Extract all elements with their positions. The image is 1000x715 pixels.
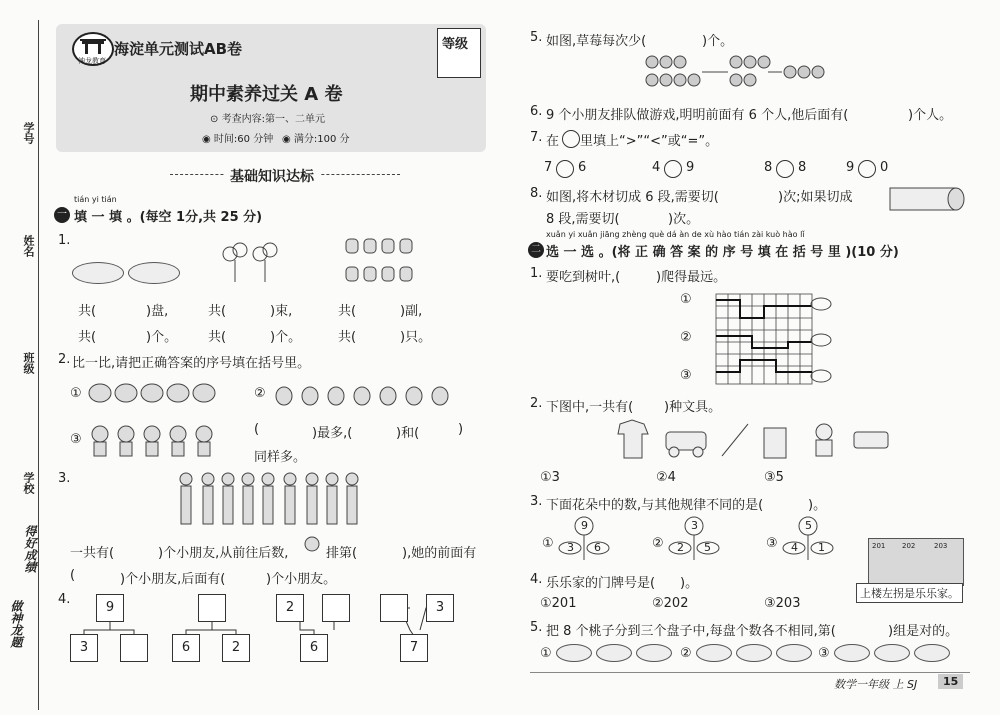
slogan-2: 得好成绩: [23, 525, 37, 573]
peach-plate-5: [736, 644, 772, 662]
star-icon: ◉: [282, 134, 291, 145]
q8-line1: 如图,将木材切成 6 段,需要切(: [546, 190, 719, 205]
section2-title: 选 一 选 。(将 正 确 答 案 的 序 号 填 在 括 号 里 )(10 分): [546, 245, 899, 260]
s2q1-opt3: ③: [680, 368, 692, 383]
exam-score: [282, 130, 350, 145]
q4-number: 4.: [58, 592, 71, 607]
s2q1-number: 1.: [530, 266, 543, 281]
pigs-icon: [88, 380, 228, 406]
section2-pinyin: xuǎn yi xuǎn jiāng zhèng què dá àn de xù hào tián zài kuò hào lǐ: [546, 230, 805, 239]
flower3-right: 1: [818, 541, 825, 554]
s2q5-number: 5.: [530, 620, 543, 635]
flower2-top: 3: [691, 519, 698, 532]
q7-circle-hint: [562, 130, 580, 148]
door-203: 203: [934, 542, 948, 550]
section-two-badge: 二: [528, 242, 544, 258]
search-icon: ⊙: [210, 114, 219, 125]
leaf-icons: [808, 290, 834, 386]
q2-opt2: ②: [254, 386, 266, 401]
q7-text: 在: [546, 134, 560, 149]
peach-plate-9: [914, 644, 950, 662]
q1-r1-f: )副,: [400, 304, 423, 319]
q2-opt1: ①: [70, 386, 82, 401]
sidebar-line: [38, 20, 39, 710]
s2q5-opt3: ③: [818, 646, 830, 661]
section-banner: 基础知识达标: [224, 166, 320, 186]
door-201: 201: [872, 542, 886, 550]
door-202: 202: [902, 542, 916, 550]
grade-box: [437, 28, 481, 78]
q1-number: 1.: [58, 233, 71, 248]
q3-line1a: 一共有(: [70, 546, 115, 561]
strawberry-sequence-icon: [640, 50, 840, 94]
q1-r2-f: )只。: [400, 330, 432, 345]
q7-a2: 4: [652, 160, 661, 175]
q1-r2-d: )个。: [270, 330, 302, 345]
flower3-left: 4: [791, 541, 798, 554]
s2q2-text: 下图中,一共有(: [546, 400, 634, 415]
q2-compare3: )和(: [396, 426, 420, 441]
q3-line1b: )个小朋友,从前往后数,: [158, 546, 289, 561]
s2q1-opt2: ②: [680, 330, 692, 345]
q3-line1d: ),她的前面有: [402, 546, 477, 561]
s2q5-tail: )组是对的。: [888, 624, 959, 639]
flower3-label: ③: [766, 536, 778, 551]
score-text: 满分:100 分: [293, 134, 350, 145]
q8-number: 8.: [530, 186, 543, 201]
gloves-icon: [342, 235, 417, 290]
s2q2-opt1: ①3: [540, 470, 560, 485]
q7-a1: 7: [544, 160, 553, 175]
tree1-top: 9: [96, 594, 124, 622]
q6-tail: )个人。: [908, 108, 953, 123]
exam-scope: [210, 110, 325, 125]
monkeys-icon: [88, 422, 218, 458]
q3-line2b: )个小朋友,后面有(: [120, 572, 226, 587]
q7-blank-1[interactable]: [556, 160, 574, 178]
q7-blank-3[interactable]: [776, 160, 794, 178]
tree4-left: [380, 594, 408, 622]
children-line-icon: [176, 470, 366, 528]
q1-r2-b: )个。: [146, 330, 178, 345]
stationery-items-icon: [614, 418, 894, 462]
peach-plate-4: [696, 644, 732, 662]
balloon-bunches-icon: [220, 240, 280, 290]
section1-pinyin: tián yi tián: [74, 195, 117, 204]
q7-blank-4[interactable]: [858, 160, 876, 178]
q5-text: 如图,草莓每次少(: [546, 34, 647, 49]
footer-subject: 数学一年级 上 SJ: [834, 678, 918, 691]
tree3-right: [322, 594, 350, 622]
exam-title: 期中素养过关 A 卷: [190, 84, 343, 105]
brand-name: 神龙教育: [78, 57, 106, 65]
scope-text: 考查内容:第一、二单元: [221, 114, 325, 125]
exam-time: [202, 130, 273, 145]
q1-r1-d: )束,: [270, 304, 293, 319]
series-title: 海淀单元测试AB卷: [114, 40, 243, 58]
s2q2-opt2: ②4: [656, 470, 676, 485]
flower1-top: 9: [581, 519, 588, 532]
q2-text: 比一比,请把正确答案的序号填在括号里。: [72, 356, 311, 371]
s2q3-tail: )。: [808, 498, 827, 513]
q1-r2-c: 共(: [208, 330, 227, 345]
tree4-right: 3: [426, 594, 454, 622]
s2q3-number: 3.: [530, 494, 543, 509]
s2q3-text: 下面花朵中的数,与其他规律不同的是(: [546, 498, 764, 513]
q1-r2-e: 共(: [338, 330, 357, 345]
q2-compare5: 同样多。: [254, 450, 307, 465]
q8-line2b: )次。: [668, 212, 700, 227]
s2q1-opt1: ①: [680, 292, 692, 307]
s2q2-tail: )种文具。: [664, 400, 722, 415]
q7-b1: 6: [578, 160, 587, 175]
s2q1-text: 要吃到树叶,(: [546, 270, 621, 285]
q2-compare4: ): [458, 422, 464, 437]
peach-plate-7: [834, 644, 870, 662]
tree1-right: [120, 634, 148, 662]
peach-plate-2: [596, 644, 632, 662]
flower1-right: 6: [594, 541, 601, 554]
page-number: 15: [938, 674, 963, 689]
s2q2-number: 2.: [530, 396, 543, 411]
strawberry-plate-2: [128, 262, 180, 284]
q7-number: 7.: [530, 130, 543, 145]
q8-line2: 8 段,需要切(: [546, 212, 620, 227]
peach-plate-8: [874, 644, 910, 662]
s2q4-tail: )。: [680, 576, 699, 591]
peach-plate-6: [776, 644, 812, 662]
girl-icon: [302, 536, 322, 558]
peach-plate-3: [636, 644, 672, 662]
q7-text2: 里填上“>”“<”或“=”。: [580, 134, 719, 149]
flower2-label: ②: [652, 536, 664, 551]
q1-r1-a: 共(: [78, 304, 97, 319]
peach-plate-1: [556, 644, 592, 662]
s2q5-text: 把 8 个桃子分到三个盘子中,每盘个数各不相同,第(: [546, 624, 836, 639]
s2q4-opt1: ①201: [540, 596, 577, 611]
wood-log-icon: [886, 182, 968, 216]
s2q2-opt3: ③5: [764, 470, 784, 485]
tree1-left: 3: [70, 634, 98, 662]
s2q5-opt2: ②: [680, 646, 692, 661]
q1-r1-b: )盘,: [146, 304, 169, 319]
section-one-badge: 一: [54, 207, 70, 223]
grade-label: 等级: [442, 37, 469, 52]
q1-r1-e: 共(: [338, 304, 357, 319]
s2q4-opt2: ②202: [652, 596, 689, 611]
q2-opt3: ③: [70, 432, 82, 447]
name-label: 姓名: [22, 235, 35, 257]
q2-number: 2.: [58, 352, 71, 367]
flower2-left: 2: [677, 541, 684, 554]
section1-title: 填 一 填 。(每空 1分,共 25 分): [74, 210, 263, 225]
q3-line1c: 排第(: [326, 546, 358, 561]
q5-number: 5.: [530, 30, 543, 45]
q7-b3: 8: [798, 160, 807, 175]
q8-line1b: )次;如果切成: [778, 190, 853, 205]
s2q4-opt3: ③203: [764, 596, 801, 611]
flower2-right: 5: [704, 541, 711, 554]
q6-number: 6.: [530, 104, 543, 119]
slogan-1: 做神龙题: [9, 600, 23, 648]
q7-a3: 8: [764, 160, 773, 175]
direction-sign: 上楼左拐是乐乐家。: [856, 583, 963, 603]
clock-icon: ◉: [202, 134, 211, 145]
footer-rule: [530, 672, 970, 673]
q2-compare1: (: [254, 422, 260, 437]
strawberry-plate-1: [72, 262, 124, 284]
q1-r1-c: 共(: [208, 304, 227, 319]
s2q4-text: 乐乐家的门牌号是(: [546, 576, 656, 591]
flower1-label: ①: [542, 536, 554, 551]
class-label: 班级: [22, 352, 35, 374]
flower1-left: 3: [567, 541, 574, 554]
time-text: 时间:60 分钟: [213, 134, 274, 145]
s2q4-number: 4.: [530, 572, 543, 587]
flower3-top: 5: [805, 519, 812, 532]
q7-blank-2[interactable]: [664, 160, 682, 178]
tree2-top: [198, 594, 226, 622]
q3-line2c: )个小朋友。: [266, 572, 337, 587]
q3-line2a: (: [70, 568, 76, 583]
q7-b4: 0: [880, 160, 889, 175]
q5-tail: )个。: [702, 34, 734, 49]
tree3-bottom: 6: [300, 634, 328, 662]
tree2-left: 6: [172, 634, 200, 662]
rabbits-icon: [272, 376, 462, 408]
q1-r2-a: 共(: [78, 330, 97, 345]
tree2-right: 2: [222, 634, 250, 662]
q7-a4: 9: [846, 160, 855, 175]
student-id-label: 学号: [22, 122, 35, 144]
q7-b2: 9: [686, 160, 695, 175]
q3-number: 3.: [58, 471, 71, 486]
tree4-bottom: 7: [400, 634, 428, 662]
tree3-left: 2: [276, 594, 304, 622]
school-label: 学校: [22, 472, 35, 494]
s2q5-opt1: ①: [540, 646, 552, 661]
q6-text: 9 个小朋友排队做游戏,明明前面有 6 个人,他后面有(: [546, 108, 849, 123]
q2-compare2: )最多,(: [312, 426, 353, 441]
s2q1-tail: )爬得最远。: [656, 270, 727, 285]
